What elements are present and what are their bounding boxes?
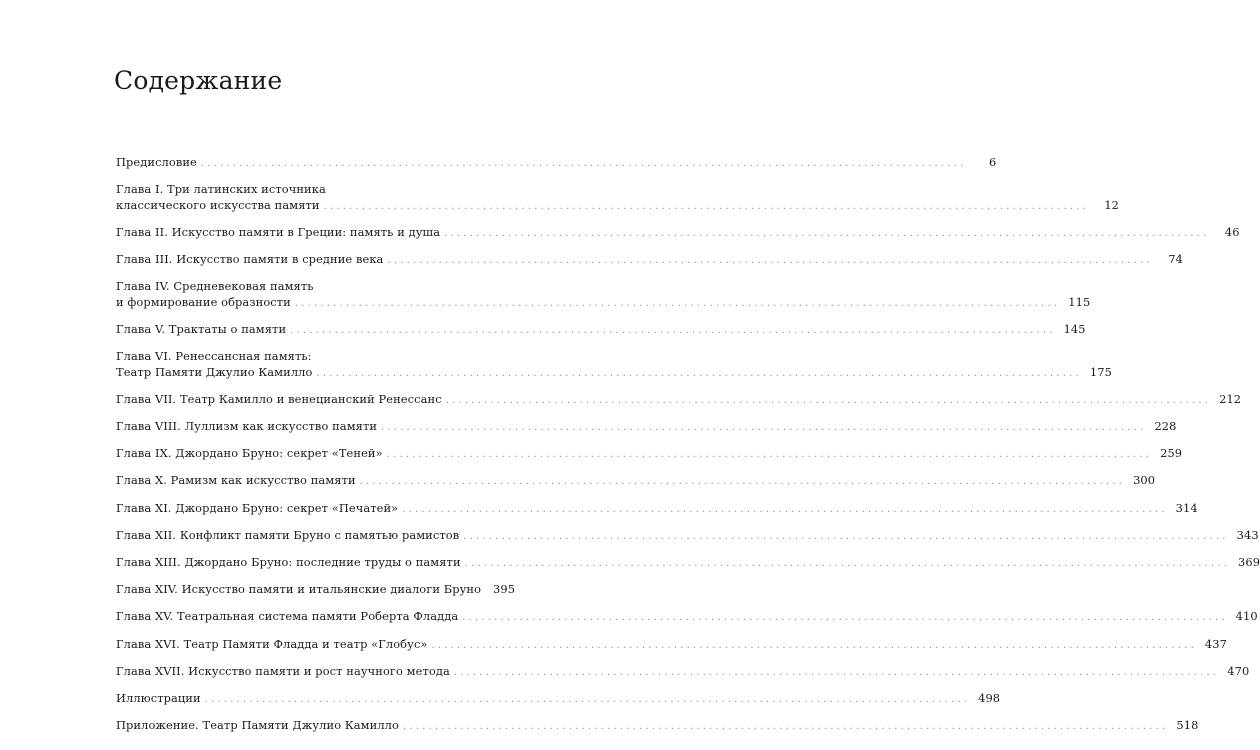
toc-entry-title: Глава II. Искусство памяти в Греции: память и душа xyxy=(116,224,441,239)
toc-entry-title: Предисловие xyxy=(116,155,197,169)
dot-leader: ........................................................................................................................ xyxy=(316,367,1082,379)
toc-entry-chapter-4[interactable] xyxy=(116,279,1091,311)
toc-entry-page: 228 xyxy=(1154,419,1177,433)
dot-leader: ........................................................................................................................ xyxy=(200,158,967,169)
toc-entry-title: Глава XVII. Искусство памяти и рост научного метода xyxy=(116,663,450,678)
dot-leader: ........................................................................................................................ xyxy=(402,721,1169,733)
toc-entry-preface[interactable] xyxy=(116,155,997,172)
toc-entry-title: Глава IX. Джордано Бруно: секрет «Теней» xyxy=(116,446,383,461)
dot-leader: ........................................................................................................................ xyxy=(453,666,1220,678)
toc-entry-title: Глава XI. Джордано Бруно: секрет «Печатей» xyxy=(116,500,399,515)
toc-entry-title: классического искусства памяти xyxy=(116,197,320,212)
toc-entry-page: 470 xyxy=(1227,663,1250,678)
toc-entry-chapter-2[interactable] xyxy=(116,224,1240,242)
toc-entry-page: 145 xyxy=(1063,321,1086,336)
toc-entry-page: 212 xyxy=(1219,391,1242,406)
toc-entry-chapter-12[interactable] xyxy=(116,527,1259,545)
page-title: Содержание xyxy=(114,66,283,95)
toc-entry-page: 46 xyxy=(1224,224,1240,239)
toc-entry-page: 115 xyxy=(1068,294,1091,309)
dot-leader: ........................................................................................................................ xyxy=(387,255,1153,267)
toc-entry-title-line1: Глава I. Три латинских источника xyxy=(116,182,326,197)
toc-entry-page: 6 xyxy=(988,155,997,169)
toc-entry-title: Глава X. Рамизм как искусство памяти xyxy=(116,473,356,488)
toc-entry-page: 410 xyxy=(1235,609,1258,624)
dot-leader: ........................................................................................................................ xyxy=(386,449,1153,461)
toc-entry-chapter-16[interactable] xyxy=(116,636,1227,654)
toc-entry-chapter-11[interactable] xyxy=(116,500,1198,518)
dot-leader: ........................................................................................................................ xyxy=(444,227,1210,239)
toc-entry-chapter-8[interactable] xyxy=(116,419,1177,436)
toc-entry-chapter-3[interactable] xyxy=(116,252,1183,269)
toc-entry-page: 74 xyxy=(1168,252,1183,267)
toc-entry-title: Глава VIII. Луллизм как искусство памяти xyxy=(116,419,378,433)
toc-entry-title: Глава V. Трактаты о памяти xyxy=(116,321,287,336)
toc-entry-chapter-14[interactable] xyxy=(116,582,516,599)
dot-leader: ........................................................................................................................ xyxy=(464,557,1231,569)
toc-entry-appendix[interactable] xyxy=(116,718,1199,735)
dot-leader: ........................................................................................................................ xyxy=(445,394,1212,406)
toc-entry-page: 369 xyxy=(1238,554,1260,569)
toc-entry-page: 259 xyxy=(1160,446,1183,461)
dot-leader: ........................................................................................................................ xyxy=(402,503,1168,515)
toc-entry-page: 314 xyxy=(1175,500,1198,515)
toc-entry-page: 395 xyxy=(493,582,516,597)
toc-entry-title: Глава XVI. Театр Памяти Фладда и театр «Глобус» xyxy=(116,636,428,651)
toc-entry-title: Глава XII. Конфликт памяти Бруно с памятью рамистов xyxy=(116,527,460,542)
toc-entry-title: Иллюстрации xyxy=(116,690,201,705)
toc-entry-title: Театр Памяти Джулио Камилло xyxy=(116,364,313,379)
table-of-contents xyxy=(116,155,1260,745)
toc-entry-page: 518 xyxy=(1176,718,1199,733)
toc-entry-chapter-17[interactable] xyxy=(116,663,1250,681)
toc-entry-page: 175 xyxy=(1089,364,1112,379)
toc-entry-chapter-13[interactable] xyxy=(116,554,1260,572)
dot-leader: ........................................................................................................................ xyxy=(359,476,1126,488)
toc-entry-page: 343 xyxy=(1236,527,1259,542)
toc-entry-chapter-7[interactable] xyxy=(116,391,1242,409)
toc-entry-title-line1: Глава IV. Средневековая память xyxy=(116,279,314,294)
toc-entry-page: 498 xyxy=(978,690,1001,705)
toc-entry-title: и формирование образности xyxy=(116,294,291,309)
toc-entry-title-line1: Глава VI. Ренессансная память: xyxy=(116,349,312,364)
toc-entry-page: 300 xyxy=(1133,473,1156,488)
dot-leader: ........................................................................................................................ xyxy=(462,612,1228,624)
toc-entry-chapter-6[interactable] xyxy=(116,349,1112,381)
toc-entry-chapter-9[interactable] xyxy=(116,446,1183,463)
toc-entry-illustrations[interactable] xyxy=(116,690,1001,708)
dot-leader: ........................................................................................................................ xyxy=(204,693,971,705)
dot-leader: ........................................................................................................................ xyxy=(290,324,1056,336)
toc-entry-title: Глава XIII. Джордано Бруно: последние труды о памяти xyxy=(116,554,461,569)
toc-entry-page: 437 xyxy=(1204,636,1227,651)
toc-entry-title: Глава XV. Театральная система памяти Роберта Фладда xyxy=(116,609,459,624)
toc-entry-page: 12 xyxy=(1104,197,1120,212)
toc-entry-chapter-5[interactable] xyxy=(116,321,1086,339)
toc-entry-title: Глава III. Искусство памяти в средние века xyxy=(116,252,384,267)
toc-entry-chapter-1[interactable] xyxy=(116,182,1120,214)
dot-leader: ........................................................................................................................ xyxy=(431,639,1197,651)
dot-leader: ........................................................................................................................ xyxy=(323,200,1090,212)
toc-entry-title: Глава VII. Театр Камилло и венецианский Ренессанс xyxy=(116,391,442,406)
toc-entry-chapter-10[interactable] xyxy=(116,473,1156,490)
toc-entry-title: Глава XIV. Искусство памяти и итальянские диалоги Бруно xyxy=(116,582,482,597)
toc-entry-title: Приложение. Театр Памяти Джулио Камилло xyxy=(116,718,399,733)
dot-leader: ........................................................................................................................ xyxy=(463,530,1229,542)
toc-entry-chapter-15[interactable] xyxy=(116,609,1258,626)
dot-leader: ........................................................................................................................ xyxy=(381,422,1147,433)
dot-leader: ........................................................................................................................ xyxy=(294,297,1061,309)
